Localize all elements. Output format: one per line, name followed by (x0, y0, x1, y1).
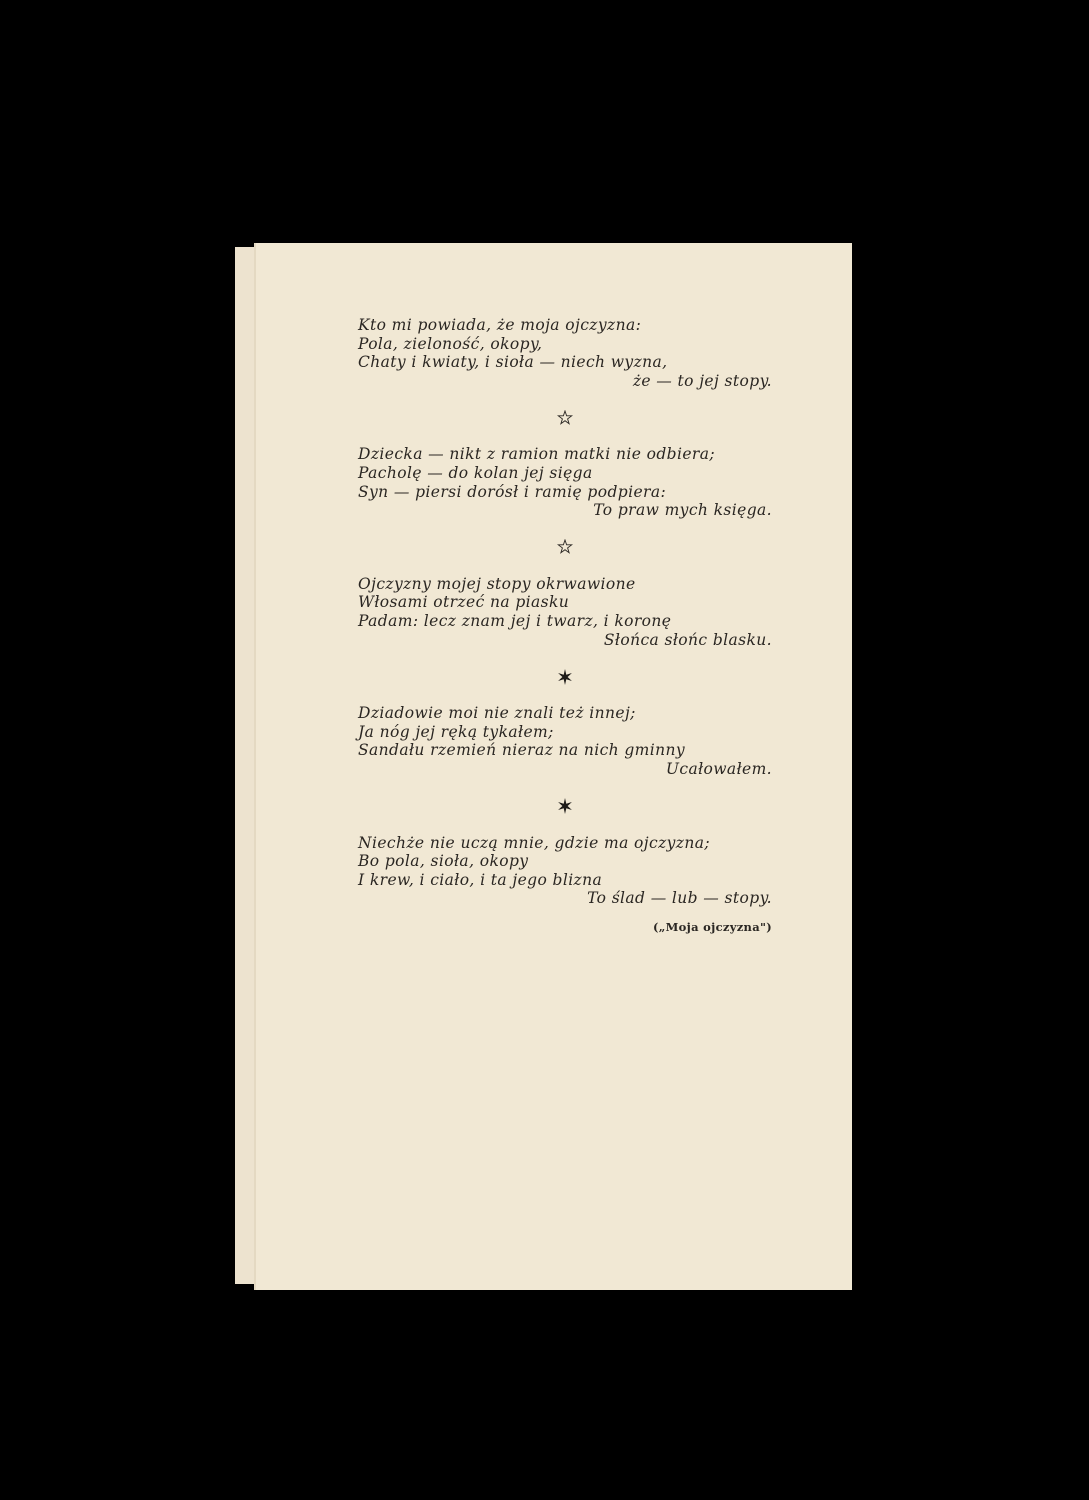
poem-line: Pola, zieloność, okopy, (358, 334, 543, 353)
stanza-separator (358, 520, 772, 575)
poem-line: Bo pola, sioła, okopy (358, 852, 529, 871)
poem-line-indented: że — to jej stopy. (632, 371, 772, 390)
poem (358, 316, 772, 934)
poem-line: Pacholę — do kolan jej sięga (358, 463, 593, 482)
poem-line: Sandału rzemień nieraz na nich gminny (358, 741, 686, 760)
outline-star-icon (557, 539, 573, 555)
poem-line-indented: To ślad — lub — stopy. (587, 889, 772, 908)
poem-line: Dziadowie moi nie znali też innej; (358, 704, 636, 723)
outline-star-icon (557, 410, 573, 426)
stanza-separator (358, 390, 772, 445)
poem-line: Ja nóg jej ręką tykałem; (358, 722, 554, 741)
poem-line-indented: Ucałowałem. (665, 759, 772, 778)
poem-line: I krew, i ciało, i ta jego blizna (358, 870, 603, 889)
stanza-3 (358, 575, 772, 649)
poem-line: Niechże nie uczą mnie, gdzie ma ojczyzna; (358, 833, 711, 852)
poem-line-indented: To praw mych księga. (593, 501, 772, 520)
stanza-2 (358, 445, 772, 519)
poem-line: Włosami otrzeć na piasku (358, 593, 570, 612)
solid-star-icon (557, 797, 573, 815)
stanza-separator (358, 649, 772, 704)
poem-line: Chaty i kwiaty, i sioła — niech wyzna, (358, 353, 668, 372)
stanza-4 (358, 704, 772, 778)
stanza-1 (358, 316, 772, 390)
stanza-separator (358, 779, 772, 834)
poem-line: Syn — piersi dorósł i ramię podpiera: (358, 482, 667, 501)
stanza-5 (358, 834, 772, 908)
poem-line: Padam: lecz znam jej i twarz, i koronę (358, 611, 672, 630)
poem-line: Dziecka — nikt z ramion matki nie odbiera; (358, 445, 715, 464)
solid-star-icon (557, 668, 573, 686)
poem-line-indented: Słońca słońc blasku. (603, 630, 772, 649)
poem-line: Ojczyzny mojej stopy okrwawione (358, 574, 636, 593)
poem-source: („Moja ojczyzna") (653, 919, 772, 934)
poem-line: Kto mi powiada, że moja ojczyzna: (358, 316, 642, 334)
